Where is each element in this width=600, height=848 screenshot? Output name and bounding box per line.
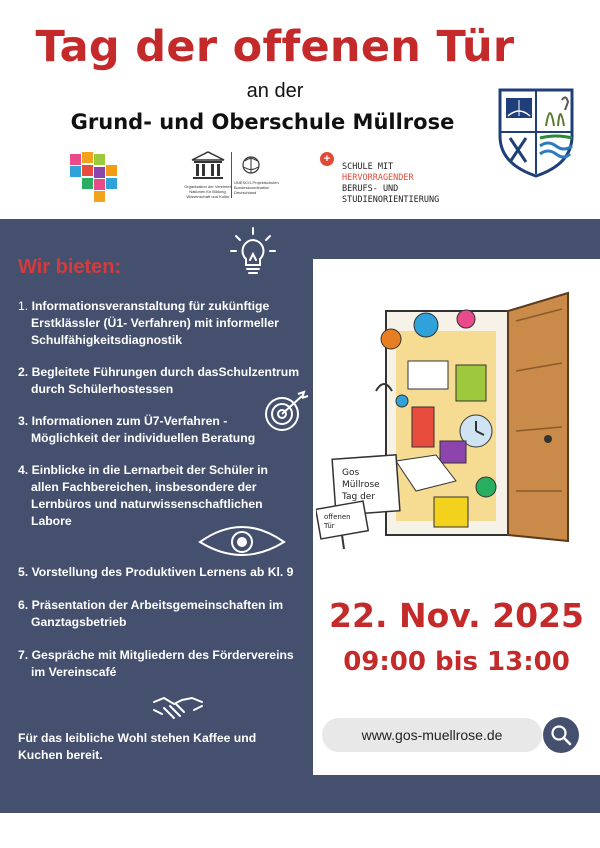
plus-icon: + [320, 152, 334, 166]
unesco-org-text: Organisation der Vereinten Nationen für Bildung, Wissenschaft und Kultur [184, 184, 232, 199]
website-url-field[interactable]: www.gos-muellrose.de [322, 718, 542, 752]
offer-item-7: 7. Gespräche mit Mitgliedern des Fördervereins im Vereinscafé [18, 648, 294, 679]
search-button[interactable] [543, 717, 579, 753]
cubes-logo [70, 152, 122, 204]
lightbulb-icon [228, 226, 278, 278]
event-date: 22. Nov. 2025 [329, 596, 584, 635]
unesco-project-text: UNESCO-Projektschulen Bundeskoordination Deutschland [234, 180, 279, 195]
offer-item-5: 5. Vorstellung des Produktiven Lernens ab Kl. 9 [18, 565, 294, 579]
target-icon [262, 390, 310, 432]
eye-icon [196, 518, 288, 562]
unesco-logo [184, 150, 289, 204]
handshake-icon [152, 690, 204, 726]
offer-item-4: 4. Einblicke in die Lernarbeit der Schüler in allen Fachbereichen, insbesondere der Lernbüros und naturwissenschaftlichen Labore [18, 463, 268, 528]
offer-item-2: 2. Begleitete Führungen durch dasSchulzentrum durch Schülerhostessen [18, 365, 300, 396]
bo-line2: HERVORRAGENDER [342, 173, 414, 183]
bo-line3: BERUFS- UND [342, 184, 399, 194]
sign-text-1: Gos Müllrose Tag der [342, 468, 380, 502]
offer-item-1: 1. Informationsveranstaltung für zukünftige Erstklässler (Ü1- Verfahren) mit informeller Schulfähigkeitsdiagnostik [18, 299, 279, 347]
offer-item-3: 3. Informationen zum Ü7-Verfahren - Möglichkeit der individuellen Beratung [18, 414, 256, 445]
bo-line1: SCHULE MIT [342, 162, 394, 172]
leaf-globe-icon [240, 152, 262, 176]
sign-text-2: offenen Tür [324, 513, 351, 530]
school-crest-logo [496, 86, 576, 178]
offer-item-6: 6. Präsentation der Arbeitsgemeinschaften im Ganztagsbetrieb [18, 598, 284, 629]
search-icon [550, 724, 572, 746]
open-door-illustration [316, 291, 578, 553]
school-name: Grund- und Oberschule Müllrose [70, 110, 455, 134]
temple-icon [184, 150, 232, 182]
page-subtitle: an der [246, 80, 304, 102]
career-orientation-logo [320, 150, 450, 208]
bottom-strip [0, 813, 600, 848]
page-title: Tag der offenen Tür [35, 22, 515, 72]
closing-text: Für das leibliche Wohl stehen Kaffee und Kuchen bereit. [18, 731, 257, 762]
bo-line4: STUDIENORIENTIERUNG [342, 195, 440, 205]
offers-heading: Wir bieten: [18, 256, 122, 278]
event-time: 09:00 bis 13:00 [343, 647, 570, 677]
